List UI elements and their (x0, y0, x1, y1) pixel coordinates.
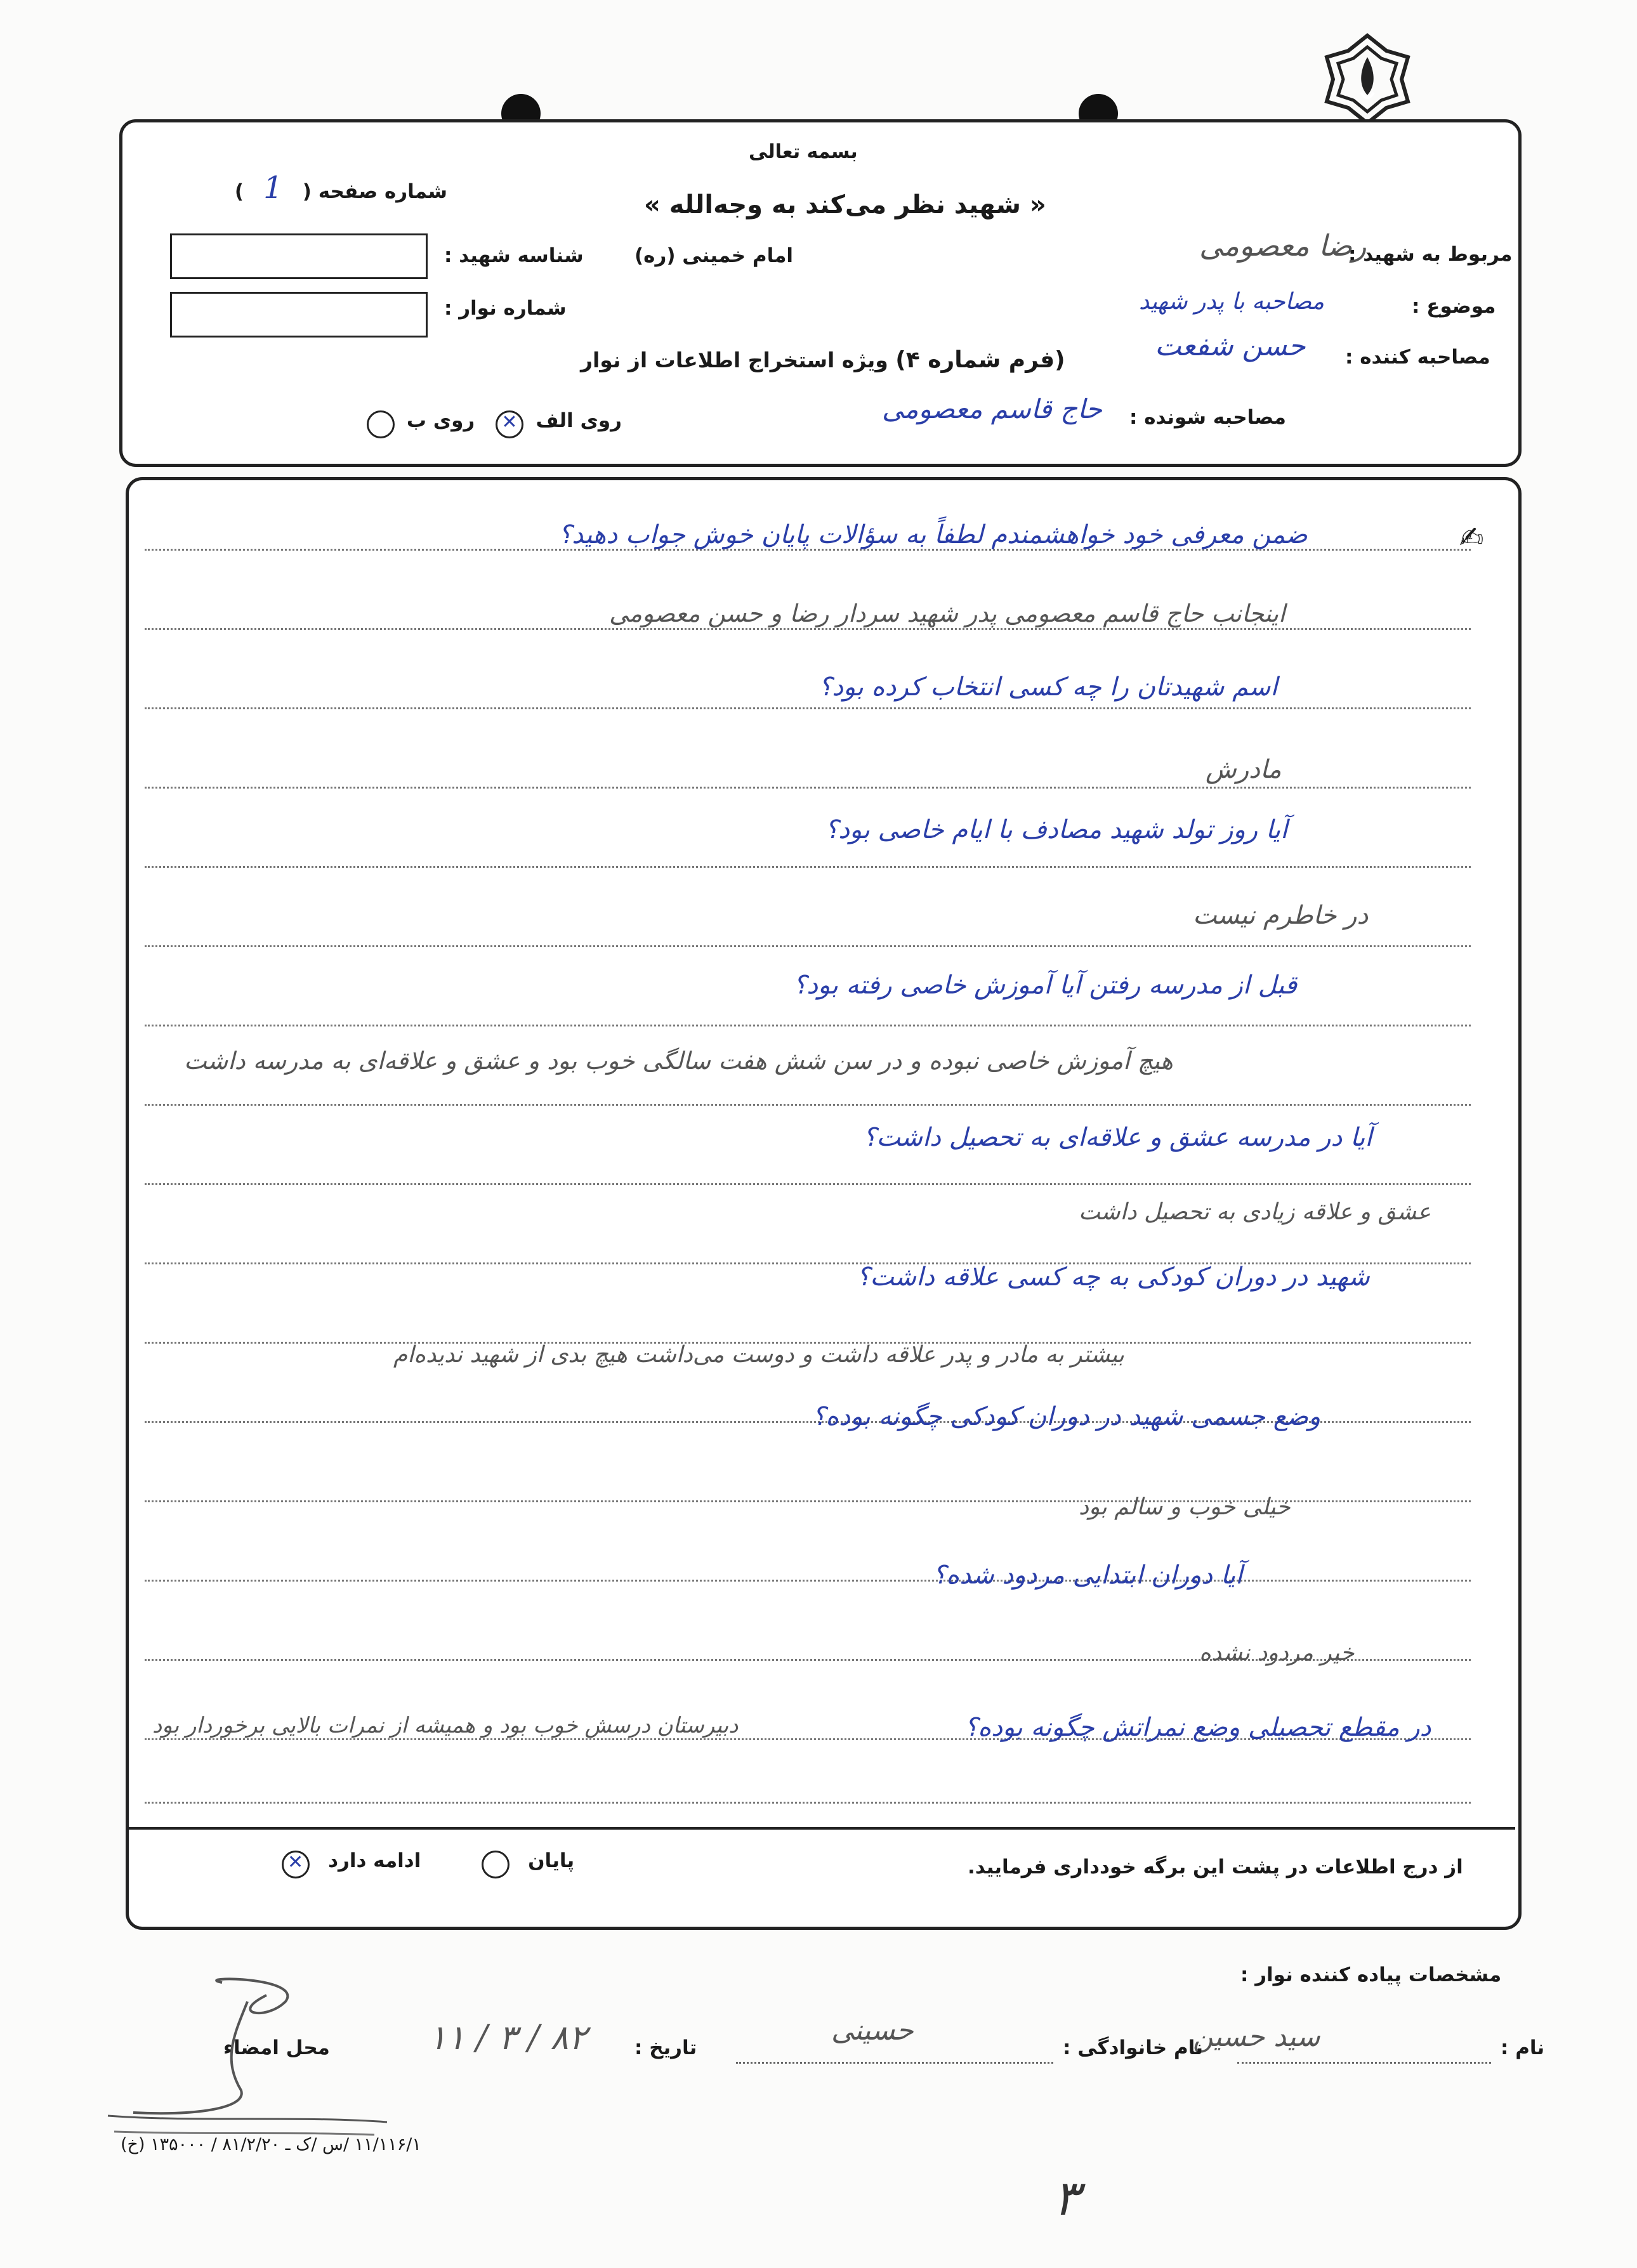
page-number-value: 1 (263, 170, 283, 206)
related-martyr-label: مربوط به شهید : (1348, 243, 1513, 266)
interviewee-label: مصاحبه شونده : (1129, 406, 1286, 429)
transcript-line-14: خیلی خوب و سالم بود (1079, 1494, 1291, 1520)
page-number-label: شماره صفحه ( (302, 180, 447, 203)
interviewer-label: مصاحبه کننده : (1345, 346, 1490, 369)
transcript-line-2: اینجانب حاج قاسم معصومی پدر شهید سردار رضا و حسن معصومی (609, 600, 1285, 627)
transcript-line-12: بیشتر به مادر و پدر علاقه داشت و دوست می‌داشت هیچ بدی از شهید ندیده‌ام (393, 1342, 1124, 1368)
form-code: ۱۱/۱۱۶/۱ /س /ک ـ ۸۱/۲/۲۰ / ۱۳۵۰۰۰ (خ) (121, 2135, 421, 2154)
slogan: « شهید نظر می‌کند به وجه‌الله » (644, 190, 1046, 220)
page-number-close: ) (234, 180, 244, 203)
signature-mark (95, 1963, 393, 2147)
transcriber-family-label: نام خانوادگی : (1063, 2036, 1203, 2059)
form-subtitle: ویژه استخراج اطلاعات از نوار (581, 348, 888, 372)
transcriber-date-value: ۸۲ / ۳ / ۱۱ (428, 2017, 588, 2057)
related-martyr-value: رضا معصومی (1199, 228, 1367, 263)
transcript-line-8: هیچ آموزش خاصی نبوده و در سن شش هفت سالگی خوب بود و عشق و علاقه‌ای به مدرسه داشت (184, 1047, 1173, 1075)
tape-number-field[interactable] (170, 292, 428, 338)
tape-number-label: شماره نوار : (444, 297, 567, 320)
martyr-id-label: شناسه شهید : (444, 244, 584, 267)
pen-icon: ✍ (1459, 520, 1484, 554)
transcript-line-16: خیر مردود نشده (1199, 1640, 1355, 1666)
page-number (194, 170, 447, 206)
transcriber-date-label: تاریخ : (634, 2036, 697, 2059)
continues-label: ادامه دارد (328, 1849, 421, 1872)
transcriber-family-line (736, 2062, 1053, 2064)
subject-value: مصاحبه با پدر شهید (1139, 289, 1325, 315)
transcript-line-9: آیا در مدرسه عشق و علاقه‌ای به تحصیل داشت؟ (863, 1123, 1372, 1152)
side-b-radio[interactable] (367, 410, 395, 438)
transcriber-heading: مشخصات پیاده کننده نوار : (1240, 1963, 1502, 1986)
interviewer-value: حسن شفعت (1155, 330, 1306, 362)
transcript-line-3: اسم شهیدتان را چه کسی انتخاب کرده بود؟ (818, 672, 1278, 702)
martyr-id-field[interactable] (170, 233, 428, 279)
end-radio[interactable] (482, 1851, 510, 1878)
tape-side-options (330, 409, 622, 438)
form-title-row (581, 347, 1065, 373)
form-title: (فرم شماره ۴) (895, 347, 1065, 373)
end-option (466, 1849, 574, 1878)
end-label: پایان (528, 1849, 575, 1872)
continues-radio[interactable] (282, 1851, 310, 1878)
transcript-line-7: قبل از مدرسه رفتن آیا آموزش خاصی رفته بود؟ (793, 971, 1298, 1000)
transcriber-name-value: سید حسین (1193, 2021, 1320, 2053)
continues-option (266, 1849, 421, 1878)
transcript-line-4: مادرش (1206, 755, 1282, 784)
subject-label: موضوع : (1412, 295, 1496, 318)
transcript-line-5: آیا روز تولد شهید مصادف با ایام خاصی بود؟ (825, 815, 1288, 844)
transcript-line-15: آیا دوران ابتدایی مردود شده؟ (933, 1561, 1243, 1590)
signature-label: محل امضاء (223, 2036, 330, 2059)
page-mark: ۳ (1053, 2170, 1079, 2226)
transcript-line-17: در مقطع تحصیلی وضع نمراتش چگونه بوده؟ (964, 1713, 1431, 1742)
box-divider (127, 1827, 1515, 1830)
side-b-label: روی ب (406, 409, 475, 432)
bismillah: بسمه تعالی (749, 141, 858, 163)
interviewee-value: حاج قاسم معصومی (882, 393, 1102, 424)
quote-author: امام خمینی (ره) (634, 244, 794, 267)
side-a-label: روی الف (536, 409, 622, 432)
transcriber-name-label: نام : (1501, 2036, 1545, 2059)
transcript-line-6: در خاطرم نیست (1193, 901, 1369, 930)
transcript-line-10: عشق و علاقه زیادی به تحصیل داشت (1079, 1199, 1431, 1225)
footer-note: از درج اطلاعات در پشت این برگه خودداری فرمایید. (968, 1856, 1463, 1878)
transcript-line-1: ضمن معرفی خود خواهشمندم لطفاً به سؤالات پایان خوش جواب دهید؟ (558, 520, 1308, 549)
side-a-radio[interactable] (496, 410, 523, 438)
transcript-line-11: شهید در دوران کودکی به چه کسی علاقه داشت؟ (857, 1262, 1370, 1292)
transcript-line-17-answer: دبیرستان درسش خوب بود و همیشه از نمرات بالایی برخوردار بود (152, 1713, 739, 1738)
transcriber-name-line (1237, 2062, 1491, 2064)
transcriber-family-value: حسینی (831, 2014, 914, 2047)
transcript-line-13: وضع جسمی شهید در دوران کودکی چگونه بوده؟ (812, 1402, 1321, 1431)
